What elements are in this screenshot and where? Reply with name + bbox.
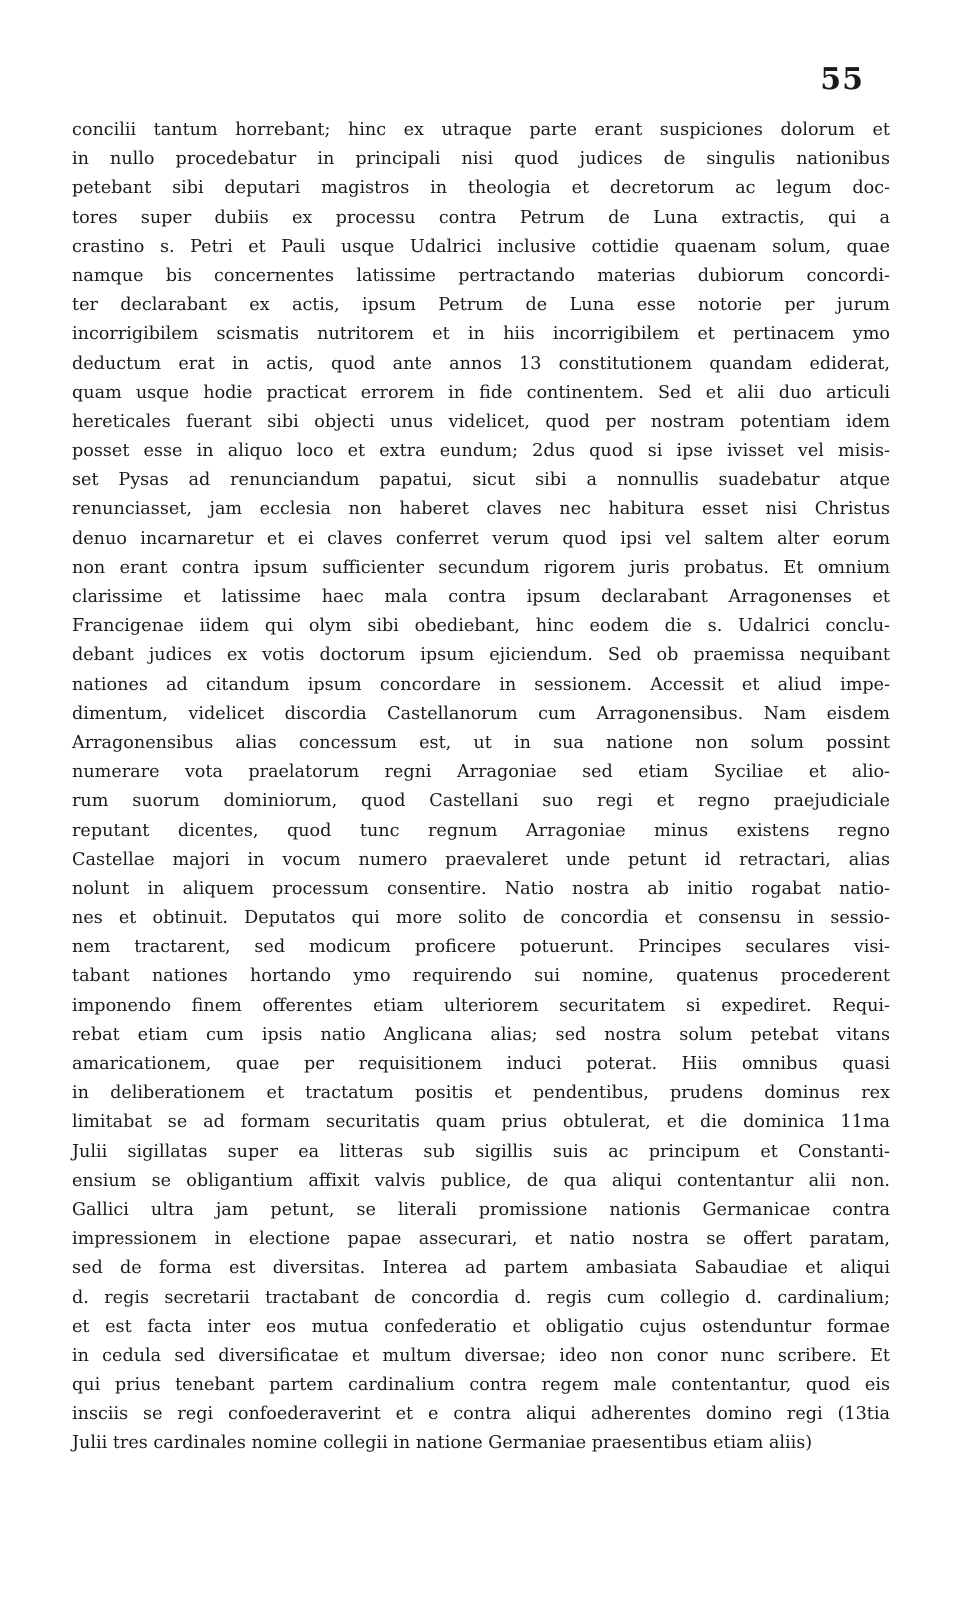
text-line: hereticales fuerant sibi objecti unus videlicet, quod per nostram potentiam idem <box>72 411 890 432</box>
text-line: tabant nationes hortando ymo requirendo sui nomine, quatenus procederent <box>72 966 890 987</box>
text-line: rebat etiam cum ipsis natio Anglicana alias; sed nostra solum petebat vitans <box>72 1024 890 1045</box>
text-line: et est facta inter eos mutua confederatio et obligatio cujus ostenduntur formae <box>72 1316 890 1337</box>
text-line: quam usque hodie practicat errorem in fide continentem. Sed et alii duo articuli <box>72 382 890 403</box>
text-line: numerare vota praelatorum regni Arragoniae sed etiam Syciliae et alio- <box>72 762 890 783</box>
text-line: nationes ad citandum ipsum concordare in sessionem. Accessit et aliud impe- <box>72 674 890 695</box>
text-line: Julii sigillatas super ea litteras sub sigillis suis ac principum et Constanti- <box>72 1141 890 1162</box>
text-line: in cedula sed diversificatae et multum diversae; ideo non conor nunc scribere. Et <box>72 1345 890 1366</box>
text-line: in nullo procedebatur in principali nisi quod judices de singulis nationibus <box>72 149 890 170</box>
page-number: 55 <box>820 62 864 97</box>
text-line: concilii tantum horrebant; hinc ex utraque parte erant suspiciones dolorum et <box>72 120 890 140</box>
text-line: clarissime et latissime haec mala contra ipsum declarabant Arragonenses et <box>72 587 890 607</box>
text-line: imponendo finem offerentes etiam ulteriorem securitatem si expediret. Requi- <box>72 995 890 1016</box>
text-line: qui prius tenebant partem cardinalium contra regem male contentantur, quod eis <box>72 1375 890 1396</box>
text-line: Francigenae iidem qui olym sibi obediebant, hinc eodem die s. Udalrici conclu- <box>72 616 890 637</box>
text-line: impressionem in electione papae assecurari, et natio nostra se offert paratam, <box>72 1229 890 1250</box>
text-line: Castellae majori in vocum numero praevaleret unde petunt id retractari, alias <box>72 849 890 870</box>
text-line: non erant contra ipsum sufficienter secundum rigorem juris probatus. Et omnium <box>72 557 890 578</box>
text-line: petebant sibi deputari magistros in theologia et decretorum ac legum doc- <box>72 178 890 199</box>
body-text <box>72 116 890 1459</box>
text-line: nolunt in aliquem processum consentire. Natio nostra ab initio rogabat natio- <box>72 878 890 899</box>
text-line: amaricationem, quae per requisitionem induci poterat. Hiis omnibus quasi <box>72 1054 890 1074</box>
text-line: Gallici ultra jam petunt, se literali promissione nationis Germanicae contra <box>72 1199 890 1220</box>
text-line: d. regis secretarii tractabant de concordia d. regis cum collegio d. cardinalium; <box>72 1287 890 1308</box>
text-line: posset esse in aliquo loco et extra eundum; 2dus quod si ipse ivisset vel misis- <box>72 441 890 462</box>
text-line: denuo incarnaretur et ei claves conferret verum quod ipsi vel saltem alter eorum <box>72 528 890 549</box>
text-line: deductum erat in actis, quod ante annos 13 constitutionem quandam ediderat, <box>72 353 890 374</box>
text-line: insciis se regi confoederaverint et e contra aliqui adherentes domino regi (13tia <box>72 1404 890 1425</box>
text-line: Julii tres cardinales nomine collegii in natione Germaniae praesentibus etiam aliis) <box>72 1433 813 1454</box>
text-line: limitabat se ad formam securitatis quam prius obtulerat, et die dominica 11ma <box>72 1112 890 1133</box>
text-line: crastino s. Petri et Pauli usque Udalrici inclusive cottidie quaenam solum, quae <box>72 236 890 257</box>
text-line: incorrigibilem scismatis nutritorem et in hiis incorrigibilem et pertinacem ymo <box>72 324 890 345</box>
text-line: sed de forma est diversitas. Interea ad partem ambasiata Sabaudiae et aliqui <box>72 1258 890 1279</box>
text-line: Arragonensibus alias concessum est, ut in sua natione non solum possint <box>72 732 890 753</box>
text-line: rum suorum dominiorum, quod Castellani suo regi et regno praejudiciale <box>72 791 890 812</box>
text-line: in deliberationem et tractatum positis et pendentibus, prudens dominus rex <box>72 1083 890 1104</box>
text-line: debant judices ex votis doctorum ipsum ejiciendum. Sed ob praemissa nequibant <box>72 645 890 666</box>
text-line: dimentum, videlicet discordia Castellanorum cum Arragonensibus. Nam eisdem <box>72 703 890 724</box>
text-line: reputant dicentes, quod tunc regnum Arragoniae minus existens regno <box>72 820 890 841</box>
text-line: namque bis concernentes latissime pertractando materias dubiorum concordi- <box>72 265 890 286</box>
text-line: nes et obtinuit. Deputatos qui more solito de concordia et consensu in sessio- <box>72 908 890 929</box>
text-line: nem tractarent, sed modicum proficere potuerunt. Principes seculares visi- <box>72 937 890 958</box>
text-line: ter declarabant ex actis, ipsum Petrum de Luna esse notorie per jurum <box>72 295 890 316</box>
text-line: renunciasset, jam ecclesia non haberet claves nec habitura esset nisi Christus <box>72 499 890 520</box>
text-line: set Pysas ad renunciandum papatui, sicut sibi a nonnullis suadebatur atque <box>72 470 890 491</box>
text-line: ensium se obligantium affixit valvis publice, de qua aliqui contentantur alii non. <box>72 1170 890 1191</box>
text-line: tores super dubiis ex processu contra Petrum de Luna extractis, qui a <box>72 207 890 228</box>
